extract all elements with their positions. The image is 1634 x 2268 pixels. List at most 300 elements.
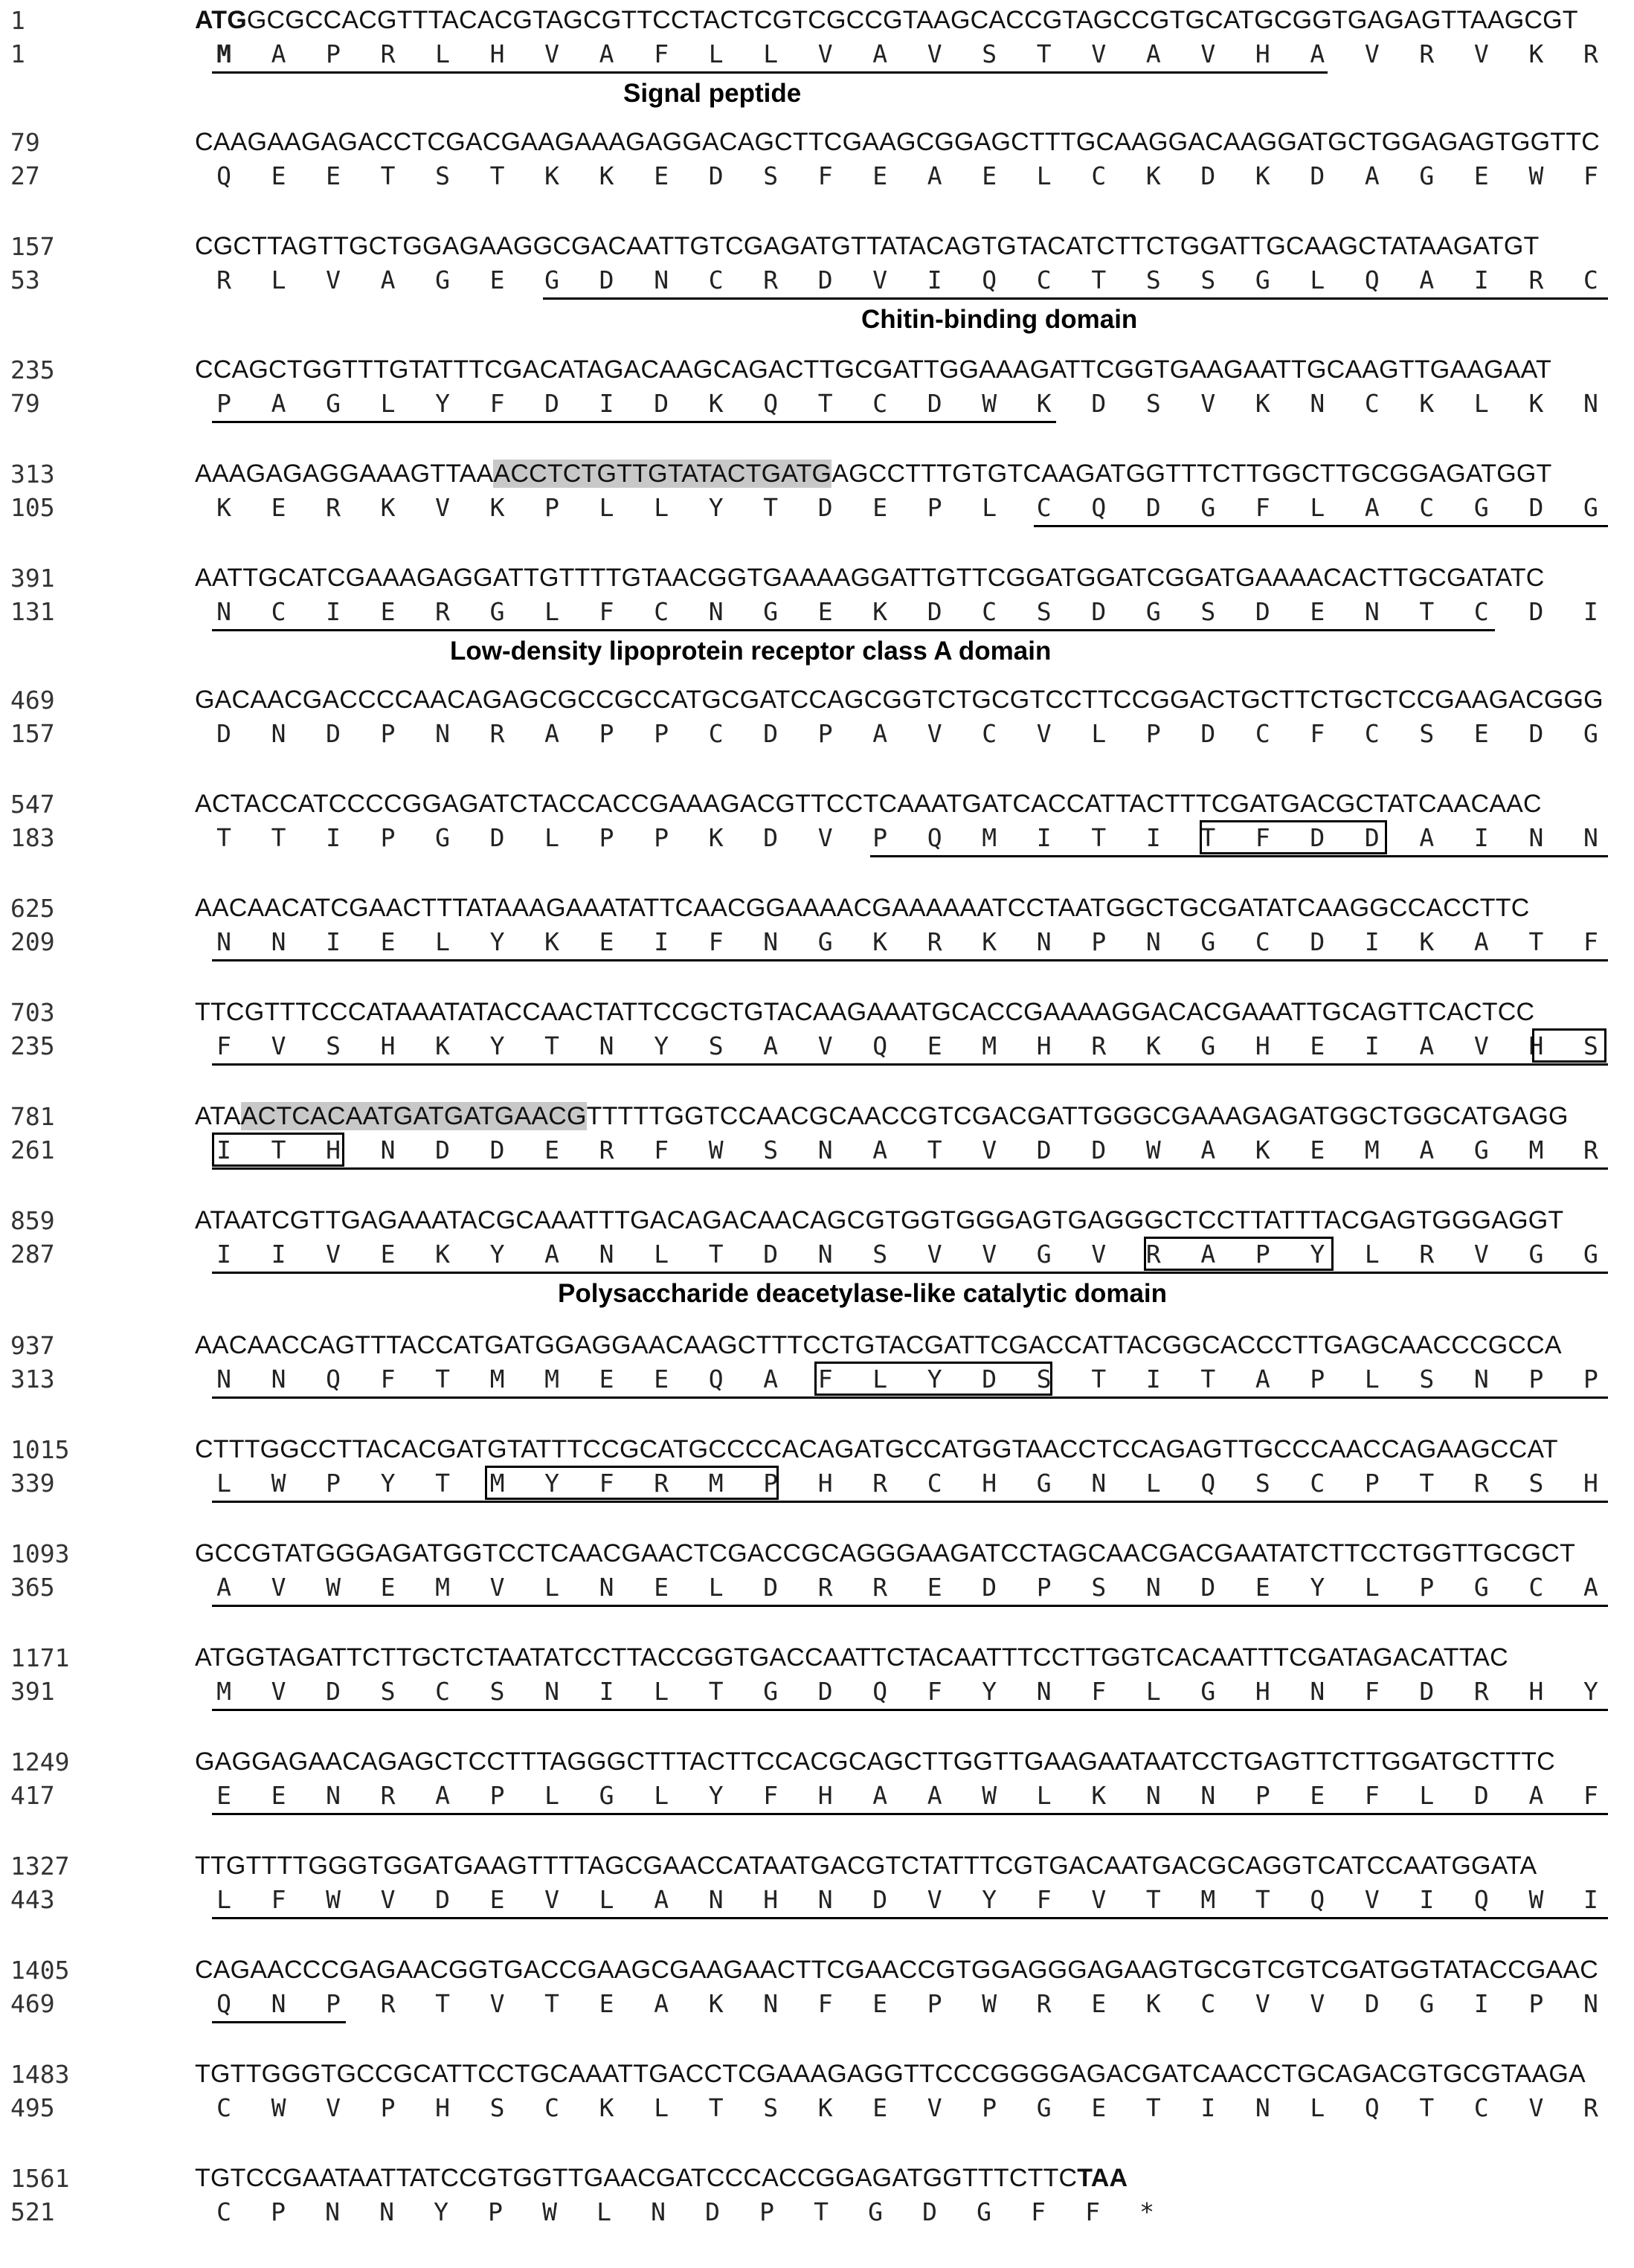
amino-acid: P [1255,1240,1270,1269]
amino-acid: L [544,597,560,626]
amino-acid: V [271,1677,286,1706]
amino-acid: G [435,265,450,294]
amino-acid: N [271,719,286,748]
amino-acid: V [1528,2093,1544,2122]
amino-acid: D [1091,1135,1107,1164]
amino-acid: T [763,493,779,522]
amino-acid: A [654,1989,669,2018]
amino-acid: H [817,1781,833,1810]
amino-acid: N [651,2197,666,2226]
amino-acid: K [708,389,724,418]
amino-acid: V [817,39,833,68]
amino-acid: L [1091,719,1107,748]
amino-acid: V [927,1240,942,1269]
sequence-block-18 [0,1852,1634,1956]
amino-acid: D [1091,597,1107,626]
sequence-block-12 [0,1206,1634,1310]
amino-acid: R [872,1469,888,1498]
amino-acid: V [1200,389,1216,418]
amino-acid: C [1583,265,1598,294]
amino-acid: G [326,389,341,418]
amino-acid: A [271,389,286,418]
amino-acid: K [872,927,888,956]
nt-position: 1483 [10,2060,70,2089]
amino-acid: E [927,1031,942,1060]
amino-acid: E [326,161,341,190]
amino-acid: V [927,2093,942,2122]
amino-acid: G [1473,493,1489,522]
amino-acid: N [817,1240,833,1269]
amino-acid: D [544,389,560,418]
aa-position: 105 [10,493,55,522]
amino-acid: M [708,1469,724,1498]
amino-acid: C [982,719,997,748]
amino-acid: E [654,1365,669,1394]
amino-acid: N [1091,1469,1107,1498]
amino-acid: E [1310,1031,1325,1060]
amino-acid: R [1419,1240,1435,1269]
nucleotide-sequence: CTTTGGCCTTACACGATGTATTTCCGCATGCCCCACAGATGCCATGGTAACCTCCAGAGTTGCCCAACCAGAAGCCAT [195,1435,1558,1463]
amino-acid: T [1091,823,1107,852]
amino-acid: T [380,161,396,190]
sequence-block-16 [0,1643,1634,1747]
amino-acid: I [326,927,341,956]
nucleotide-sequence: CGCTTAGTTGCTGGAGAAGGCGACAATTGTCGAGATGTTATACAGTGTACATCTTCTGGATTGCAAGCTATAAGATGT [195,232,1540,260]
amino-acid: S [1255,1469,1270,1498]
amino-acid: L [596,2197,611,2226]
amino-acid: V [1364,39,1380,68]
aa-position: 131 [10,597,55,626]
amino-acid: R [380,1989,396,2018]
amino-acid: V [982,1135,997,1164]
amino-acid: C [708,265,724,294]
amino-acid: M [435,1573,450,1602]
amino-acid: M [489,1469,505,1498]
amino-acid: N [1036,927,1052,956]
amino-acid: N [1310,1677,1325,1706]
amino-acid: E [271,493,286,522]
aa-position: 365 [10,1573,55,1602]
amino-acid: G [1200,493,1216,522]
amino-acid: W [982,1781,997,1810]
amino-acid: N [599,1031,614,1060]
amino-acid: G [1145,597,1161,626]
amino-acid: V [271,1573,286,1602]
amino-acid: * [1139,2197,1154,2226]
amino-acid: M [1364,1135,1380,1164]
motif-box [1200,820,1387,854]
nucleotide-sequence: TTGTTTTGGGTGGATGAAGTTTTAGCGAACCATAATGACGTCTATTTCGTGACAATGACGCAGGTCATCCAATGGATA [195,1852,1537,1880]
amino-acid: V [1091,1240,1107,1269]
amino-acid: L [435,39,450,68]
amino-acid: P [326,39,341,68]
aa-position: 27 [10,161,40,190]
amino-acid: Y [708,493,724,522]
amino-acid: G [763,1677,779,1706]
nucleotide-sequence: GACAACGACCCCAACAGAGCGCCGCCATGCGATCCAGCGGTCTGCGTCCTTCCGGACTGCTTCTGCTCCGAAGACGGG [195,686,1604,714]
amino-acid: K [1145,1989,1161,2018]
amino-acid: F [489,389,505,418]
amino-acid: D [1528,719,1544,748]
amino-acid: W [271,2093,286,2122]
amino-acid: C [1036,493,1052,522]
amino-acid: A [1473,927,1489,956]
amino-acid: M [489,1365,505,1394]
amino-acid: I [654,927,669,956]
amino-acid: D [982,1573,997,1602]
amino-acid: P [216,389,231,418]
stop-codon: TAA [1077,2164,1128,2192]
amino-acid: N [326,1781,341,1810]
amino-acid: A [654,1885,669,1914]
amino-acid: P [599,823,614,852]
amino-acid: K [1419,389,1435,418]
nucleotide-sequence [195,460,1623,489]
amino-acid: V [435,493,450,522]
amino-acid: H [380,1031,396,1060]
amino-acid: G [544,265,560,294]
amino-acid: A [216,1573,231,1602]
amino-acid: E [1310,597,1325,626]
amino-acid: T [489,161,505,190]
amino-acid: I [271,1240,286,1269]
amino-acid: P [654,823,669,852]
amino-acid: N [325,2197,340,2226]
amino-acid: L [1145,1469,1161,1498]
domain-underline [870,855,1608,857]
amino-acid: H [326,1135,341,1164]
amino-acid: N [1036,1677,1052,1706]
amino-acid: H [1528,1031,1544,1060]
amino-acid: K [1255,389,1270,418]
aa-position: 209 [10,927,55,956]
amino-acid: C [927,1469,942,1498]
amino-acid: P [817,719,833,748]
amino-acid: P [1583,1365,1598,1394]
motif-box [1532,1028,1606,1063]
amino-acid: D [922,2197,937,2226]
amino-acid: L [1145,1677,1161,1706]
amino-acid: F [1255,493,1270,522]
amino-acid: I [1200,2093,1216,2122]
amino-acid: S [380,1677,396,1706]
amino-acid: A [544,1240,560,1269]
nt-position: 781 [10,1102,55,1131]
amino-acid: P [872,823,888,852]
aa-position: 235 [10,1031,55,1060]
amino-acid: P [1091,927,1107,956]
amino-acid: H [1036,1031,1052,1060]
amino-acid: R [1091,1031,1107,1060]
amino-acid: V [817,1031,833,1060]
amino-acid: C [1200,1989,1216,2018]
amino-acid: Q [927,823,942,852]
aa-position: 339 [10,1469,55,1498]
amino-acid: I [1036,823,1052,852]
amino-acid: C [1091,161,1107,190]
amino-acid: C [216,2093,231,2122]
amino-acid: N [817,1135,833,1164]
amino-acid: Q [216,161,231,190]
sequence-block-19 [0,1956,1634,2060]
amino-acid: G [1419,1989,1435,2018]
amino-acid: Y [708,1781,724,1810]
amino-acid: K [599,161,614,190]
amino-acid: R [872,1573,888,1602]
amino-acid: Q [326,1365,341,1394]
nt-position: 1015 [10,1435,70,1464]
nucleotide-segment: AGCCTTTGTGTCAAGATGGTTTCTTGGCTTGCGGAGATGGT [832,460,1552,488]
amino-acid: G [1036,1469,1052,1498]
amino-acid: R [326,493,341,522]
amino-acid: K [1528,389,1544,418]
amino-acid: E [1255,1573,1270,1602]
amino-acid: E [380,597,396,626]
amino-acid: E [654,1573,669,1602]
amino-acid: A [763,1031,779,1060]
nucleotide-segment: TTTTTGGTCCAACGCAACCGTCGACGATTGGGCGAAAGAGATGGCTGGCATGAGG [586,1102,1569,1130]
domain-underline [212,629,1495,631]
amino-acid: T [435,1469,450,1498]
nt-position: 1405 [10,1956,70,1985]
amino-acid: V [982,1240,997,1269]
amino-acid: S [1091,1573,1107,1602]
amino-acid: R [763,265,779,294]
amino-acid: F [1583,927,1598,956]
amino-acid: V [544,39,560,68]
amino-acid: D [1364,1989,1380,2018]
amino-acid: D [599,265,614,294]
amino-acid: T [708,1240,724,1269]
amino-acid: E [599,1365,614,1394]
amino-acid: Y [654,1031,669,1060]
amino-acid: L [763,39,779,68]
amino-acid: R [1583,39,1598,68]
sequence-block-1 [0,6,1634,110]
amino-acid: I [599,389,614,418]
amino-acid: T [435,1365,450,1394]
nt-position: 1093 [10,1539,70,1568]
domain-underline [212,1917,1608,1919]
amino-acid: N [708,597,724,626]
amino-acid: P [763,1469,779,1498]
amino-acid: V [1473,39,1489,68]
amino-acid: C [1364,389,1380,418]
amino-acid: N [1473,1365,1489,1394]
domain-underline [212,1709,1608,1711]
amino-acid: T [817,389,833,418]
amino-acid: C [1255,927,1270,956]
amino-acid: F [1310,719,1325,748]
amino-acid: R [817,1573,833,1602]
amino-acid: H [982,1469,997,1498]
amino-acid: S [1036,597,1052,626]
amino-acid: G [1200,1031,1216,1060]
amino-acid: I [1473,823,1489,852]
amino-acid: P [1255,1781,1270,1810]
domain-underline [212,2021,346,2023]
amino-acid: E [380,927,396,956]
sequence-block-10 [0,998,1634,1102]
amino-acid: A [872,1135,888,1164]
amino-acid: D [1310,927,1325,956]
amino-acid: M [216,39,231,68]
amino-acid: S [982,39,997,68]
amino-acid: R [1473,1469,1489,1498]
amino-acid: L [654,1677,669,1706]
amino-acid: N [654,265,669,294]
sequence-block-3 [0,232,1634,336]
amino-acid: R [1036,1989,1052,2018]
amino-acid: A [271,39,286,68]
amino-acid: W [271,1469,286,1498]
amino-acid: K [1255,161,1270,190]
amino-acid: Q [982,265,997,294]
nucleotide-rest: GCGCCACGTTTACACGTAGCGTTCCTACTCGTCGCCGTAAGCACCGTAGCCGTGCATGCGGTGAGAGTTAAGCGT [246,6,1578,34]
domain-underline [212,1605,1608,1607]
domain-label: Chitin-binding domain [861,305,1138,334]
amino-acid: L [1364,1573,1380,1602]
amino-acid: N [763,1989,779,2018]
amino-acid: N [216,927,231,956]
amino-acid: P [1528,1365,1544,1394]
amino-acid: T [1200,1365,1216,1394]
amino-acid: D [1528,597,1544,626]
nt-position: 1561 [10,2164,70,2193]
amino-acid-row [201,1989,1614,2026]
amino-acid: A [1528,1781,1544,1810]
amino-acid: N [1145,927,1161,956]
nt-position: 313 [10,460,55,489]
primer-highlight: ACTCACAATGATGATGAACG [240,1102,587,1130]
sequence-block-7 [0,686,1634,790]
amino-acid: S [1200,597,1216,626]
amino-acid: W [542,2197,557,2226]
amino-acid: V [1310,1989,1325,2018]
amino-acid: I [1583,597,1598,626]
amino-acid: L [708,39,724,68]
amino-acid: V [1091,39,1107,68]
nucleotide-segment: TGTCCGAATAATTATCCGTGGTTGAACGATCCCACCGGAGATGGTTTCTTC [195,2164,1078,2192]
amino-acid: N [271,927,286,956]
amino-acid: G [1583,1240,1598,1269]
amino-acid: F [817,1989,833,2018]
amino-acid: H [435,2093,450,2122]
amino-acid: L [216,1469,231,1498]
amino-acid: S [763,2093,779,2122]
amino-acid: G [1419,161,1435,190]
amino-acid: I [326,597,341,626]
amino-acid: C [435,1677,450,1706]
nt-position: 469 [10,686,55,715]
amino-acid: T [1255,1885,1270,1914]
amino-acid: N [817,1885,833,1914]
sequence-block-11 [0,1102,1634,1206]
amino-acid: G [1528,1240,1544,1269]
amino-acid: S [872,1240,888,1269]
amino-acid: S [489,1677,505,1706]
amino-acid: W [1145,1135,1161,1164]
amino-acid: D [489,1135,505,1164]
aa-position: 287 [10,1240,55,1269]
amino-acid: P [489,1781,505,1810]
amino-acid: P [1145,719,1161,748]
amino-acid: A [1200,1240,1216,1269]
amino-acid: H [1528,1677,1544,1706]
domain-underline [212,1501,1608,1503]
amino-acid: Y [927,1365,942,1394]
amino-acid: S [435,161,450,190]
amino-acid-row [201,161,1614,199]
amino-acid: E [872,1989,888,2018]
amino-acid: K [1036,389,1052,418]
amino-acid: L [654,1781,669,1810]
amino-acid: P [599,719,614,748]
amino-acid: G [817,927,833,956]
amino-acid: R [380,1781,396,1810]
amino-acid: A [1200,1135,1216,1164]
amino-acid: E [1091,2093,1107,2122]
amino-acid: I [1364,1031,1380,1060]
amino-acid: V [1255,1989,1270,2018]
nucleotide-sequence [195,2164,1623,2193]
amino-acid: V [489,1989,505,2018]
amino-acid: I [326,823,341,852]
amino-acid: V [927,39,942,68]
amino-acid: F [1364,1781,1380,1810]
amino-acid: P [326,1469,341,1498]
amino-acid: W [1528,1885,1544,1914]
amino-acid: S [1419,1365,1435,1394]
sequence-block-14 [0,1435,1634,1539]
aa-position: 495 [10,2093,55,2122]
amino-acid: F [599,1469,614,1498]
amino-acid: F [1036,1885,1052,1914]
amino-acid: Q [1364,265,1380,294]
amino-acid: P [927,1989,942,2018]
amino-acid: L [599,1885,614,1914]
amino-acid: L [435,927,450,956]
amino-acid: E [380,1573,396,1602]
nt-position: 235 [10,355,55,384]
amino-acid-row [201,2197,1614,2235]
amino-acid: R [380,39,396,68]
sequence-block-8 [0,790,1634,894]
aa-position: 469 [10,1989,55,2018]
amino-acid: P [326,1989,341,2018]
amino-acid: L [982,493,997,522]
amino-acid: V [489,1573,505,1602]
amino-acid: Y [544,1469,560,1498]
amino-acid: P [380,719,396,748]
amino-acid: D [708,161,724,190]
amino-acid: F [271,1885,286,1914]
nucleotide-sequence: AATTGCATCGAAAGAGGATTGTTTTGTAACGGTGAAAAGGATTGTTCGGATGGATCGGATGAAAACACTTGCGATATC [195,564,1545,592]
amino-acid: N [216,597,231,626]
amino-acid: D [1419,1677,1435,1706]
amino-acid: G [763,597,779,626]
amino-acid: D [1364,823,1380,852]
amino-acid: F [1091,1677,1107,1706]
amino-acid: S [763,161,779,190]
amino-acid: M [1528,1135,1544,1164]
amino-acid: R [1473,1677,1489,1706]
amino-acid: V [872,265,888,294]
amino-acid: V [1473,1240,1489,1269]
amino-acid: S [489,2093,505,2122]
amino-acid: F [1583,1781,1598,1810]
amino-acid: Y [489,1031,505,1060]
